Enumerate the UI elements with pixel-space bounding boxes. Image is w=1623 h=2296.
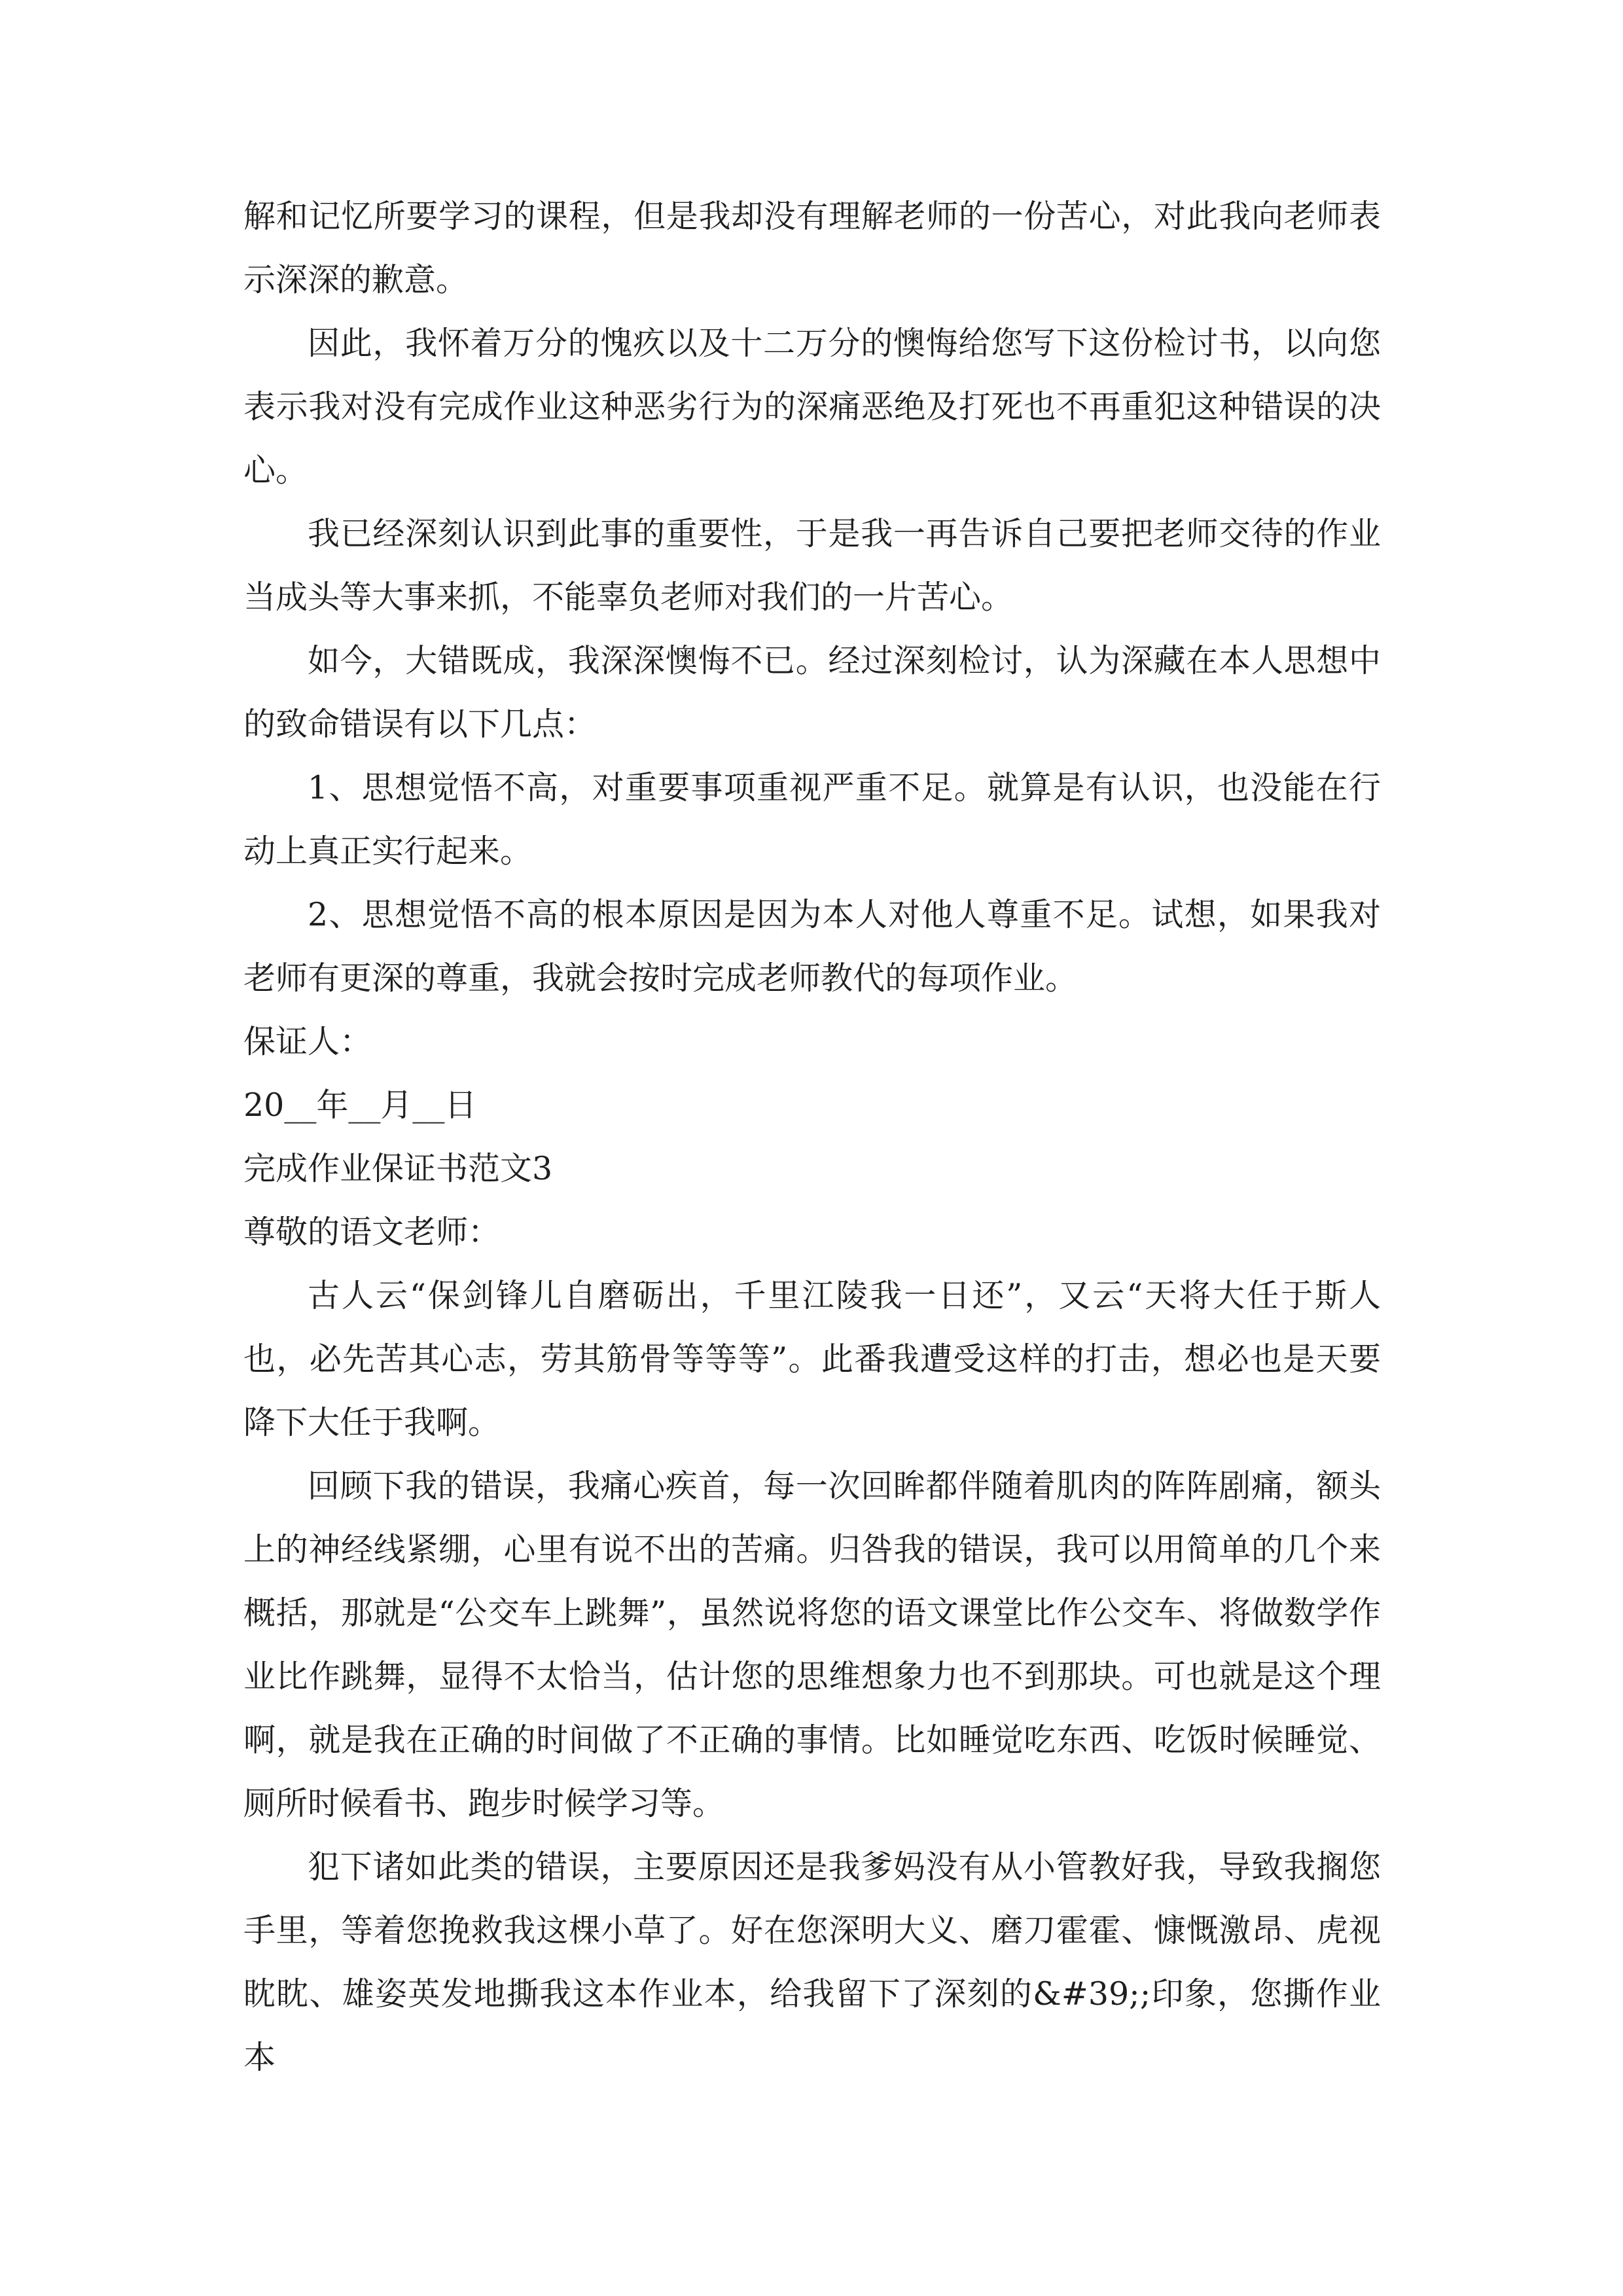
paragraph: 古人云“保剑锋儿自磨砺出，千里江陵我一日还”，又云“天将大任于斯人也，必先苦其心志，劳其筋骨等等等”。此番我遭受这样的打击，想必也是天要降下大任于我啊。 — [243, 1277, 1381, 1441]
paragraph: 犯下诸如此类的错误，主要原因还是我爹妈没有从小管教好我，导致我搁您手里，等着您挽救我这棵小草了。好在您深明大义、磨刀霍霍、慷慨激昂、虎视眈眈、雄姿英发地撕我这本作业本，给我留下了深刻的&#39;;印象，您撕作业本 — [243, 1848, 1381, 2076]
paragraph: 因此，我怀着万分的愧疚以及十二万分的懊悔给您写下这份检讨书，以向您表示我对没有完成作业这种恶劣行为的深痛恶绝及打死也不再重犯这种错误的决心。 — [243, 325, 1381, 489]
paragraph: 解和记忆所要学习的课程，但是我却没有理解老师的一份苦心，对此我向老师表示深深的歉意。 — [243, 198, 1381, 298]
salutation: 尊敬的语文老师： — [243, 1213, 501, 1251]
date-line: 20__年__月__日 — [243, 1086, 477, 1124]
paragraph: 回顾下我的错误，我痛心疾首，每一次回眸都伴随着肌肉的阵阵剧痛，额头上的神经线紧绷，心里有说不出的苦痛。归咎我的错误，我可以用简单的几个来概括，那就是“公交车上跳舞”，虽然说将您的语文课堂比作公交车、将做数学作业比作跳舞，显得不太恰当，估计您的思维想象力也不到那块。可也就是这个理啊，就是我在正确的时间做了不正确的事情。比如睡觉吃东西、吃饭时候睡觉、厕所时候看书、跑步时候学习等。 — [243, 1467, 1381, 1822]
section-title: 完成作业保证书范文3 — [243, 1150, 553, 1187]
list-item: 1、思想觉悟不高，对重要事项重视严重不足。就算是有认识，也没能在行动上真正实行起来。 — [243, 769, 1381, 870]
paragraph: 我已经深刻认识到此事的重要性，于是我一再告诉自己要把老师交待的作业当成头等大事来抓，不能辜负老师对我们的一片苦心。 — [243, 515, 1381, 616]
document-body — [243, 185, 1381, 2089]
guarantor-label: 保证人： — [243, 1023, 372, 1060]
list-item: 2、思想觉悟不高的根本原因是因为本人对他人尊重不足。试想，如果我对老师有更深的尊重，我就会按时完成老师教代的每项作业。 — [243, 896, 1381, 997]
paragraph: 如今，大错既成，我深深懊悔不已。经过深刻检讨，认为深藏在本人思想中的致命错误有以下几点： — [243, 642, 1381, 743]
